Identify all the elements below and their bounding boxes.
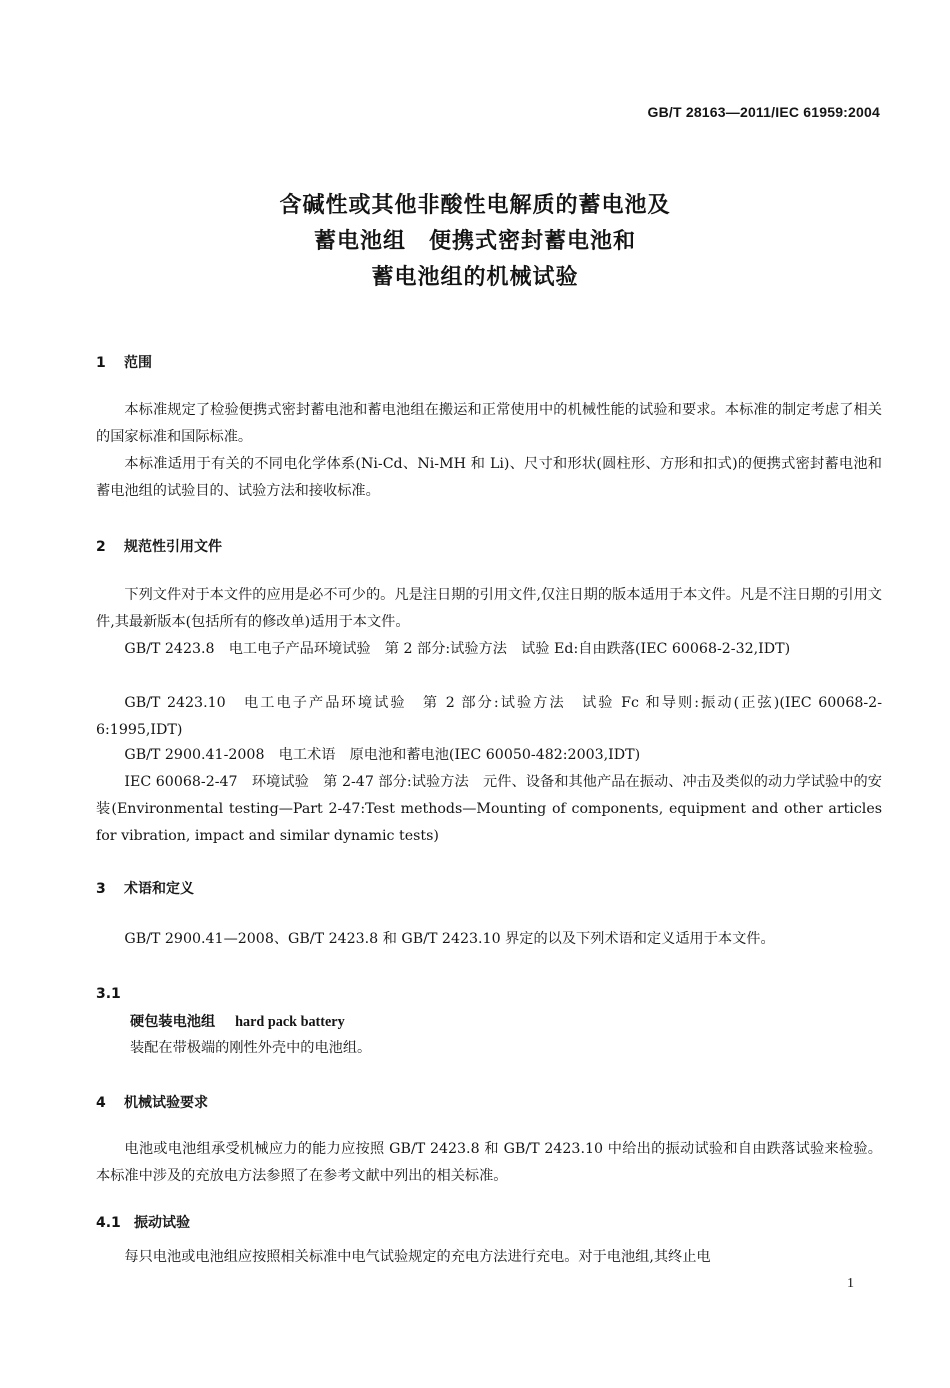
- section-1-paragraph-1: 本标准规定了检验便携式密封蓄电池和蓄电池组在搬运和正常使用中的机械性能的试验和要求。本标准的制定考虑了相关的国家标准和国际标准。: [96, 402, 882, 445]
- section-2-intro: 下列文件对于本文件的应用是必不可少的。凡是注日期的引用文件,仅注日期的版本适用于本文件。凡是不注日期的引用文件,其最新版本(包括所有的修改单)适用于本文件。: [96, 587, 882, 630]
- title-line-1: 含碱性或其他非酸性电解质的蓄电池及: [279, 193, 671, 218]
- subsection-4-1-heading: [96, 1212, 190, 1232]
- section-3-paragraph: GB/T 2900.41—2008、GB/T 2423.8 和 GB/T 2423.10 界定的以及下列术语和定义适用于本文件。: [124, 931, 775, 947]
- section-title: 范围: [124, 355, 152, 371]
- section-4-paragraph: 电池或电池组承受机械应力的能力应按照 GB/T 2423.8 和 GB/T 2423.10 中给出的振动试验和自由跌落试验来检验。本标准中涉及的充放电方法参照了在参考文献中列出的相关标准。: [96, 1141, 882, 1184]
- section-3-heading: [96, 878, 194, 898]
- term-english: hard pack battery: [235, 1014, 345, 1030]
- document-title: [0, 188, 950, 296]
- reference-item: GB/T 2423.8 电工电子产品环境试验 第 2 部分:试验方法 试验 Ed:自由跌落(IEC 60068-2-32,IDT): [124, 641, 791, 657]
- term-heading: [130, 1011, 345, 1031]
- term-number: 3.1: [96, 986, 121, 1002]
- subsection-4-1-paragraph: 每只电池或电池组应按照相关标准中电气试验规定的充电方法进行充电。对于电池组,其终止电: [124, 1249, 711, 1265]
- section-number: 2: [96, 539, 106, 555]
- standard-code: GB/T 28163—2011/IEC 61959:2004: [647, 104, 880, 120]
- section-title: 规范性引用文件: [124, 539, 222, 555]
- reference-item: IEC 60068-2-47 环境试验 第 2-47 部分:试验方法 元件、设备和其他产品在振动、冲击及类似的动力学试验中的安装(Environmental testing—Part 2-47:Test methods—Mounting of components, equipment and other articles for vibration, impact and similar dynamic tests): [96, 774, 882, 844]
- section-2-heading: [96, 536, 222, 556]
- subsection-number: 4.1: [96, 1215, 121, 1231]
- title-line-2: 蓄电池组 便携式密封蓄电池和: [313, 229, 636, 254]
- section-1-heading: [96, 352, 152, 372]
- section-title: 术语和定义: [124, 881, 194, 897]
- term-chinese: 硬包装电池组: [130, 1014, 216, 1030]
- term-definition: 装配在带极端的刚性外壳中的电池组。: [130, 1040, 372, 1056]
- section-number: 3: [96, 881, 106, 897]
- section-title: 机械试验要求: [124, 1095, 208, 1111]
- section-4-heading: [96, 1092, 208, 1112]
- reference-item: GB/T 2900.41-2008 电工术语 原电池和蓄电池(IEC 60050-482:2003,IDT): [124, 747, 641, 763]
- subsection-title: 振动试验: [134, 1215, 190, 1231]
- section-number: 4: [96, 1095, 106, 1111]
- section-number: 1: [96, 355, 106, 371]
- page-number: 1: [847, 1276, 854, 1291]
- section-1-paragraph-2: 本标准适用于有关的不同电化学体系(Ni-Cd、Ni-MH 和 Li)、尺寸和形状(圆柱形、方形和扣式)的便携式密封蓄电池和蓄电池组的试验目的、试验方法和接收标准。: [96, 456, 882, 499]
- title-line-3: 蓄电池组的机械试验: [371, 265, 579, 290]
- reference-item: GB/T 2423.10 电工电子产品环境试验 第 2 部分:试验方法 试验 Fc 和导则:振动(正弦)(IEC 60068-2-6:1995,IDT): [96, 695, 882, 738]
